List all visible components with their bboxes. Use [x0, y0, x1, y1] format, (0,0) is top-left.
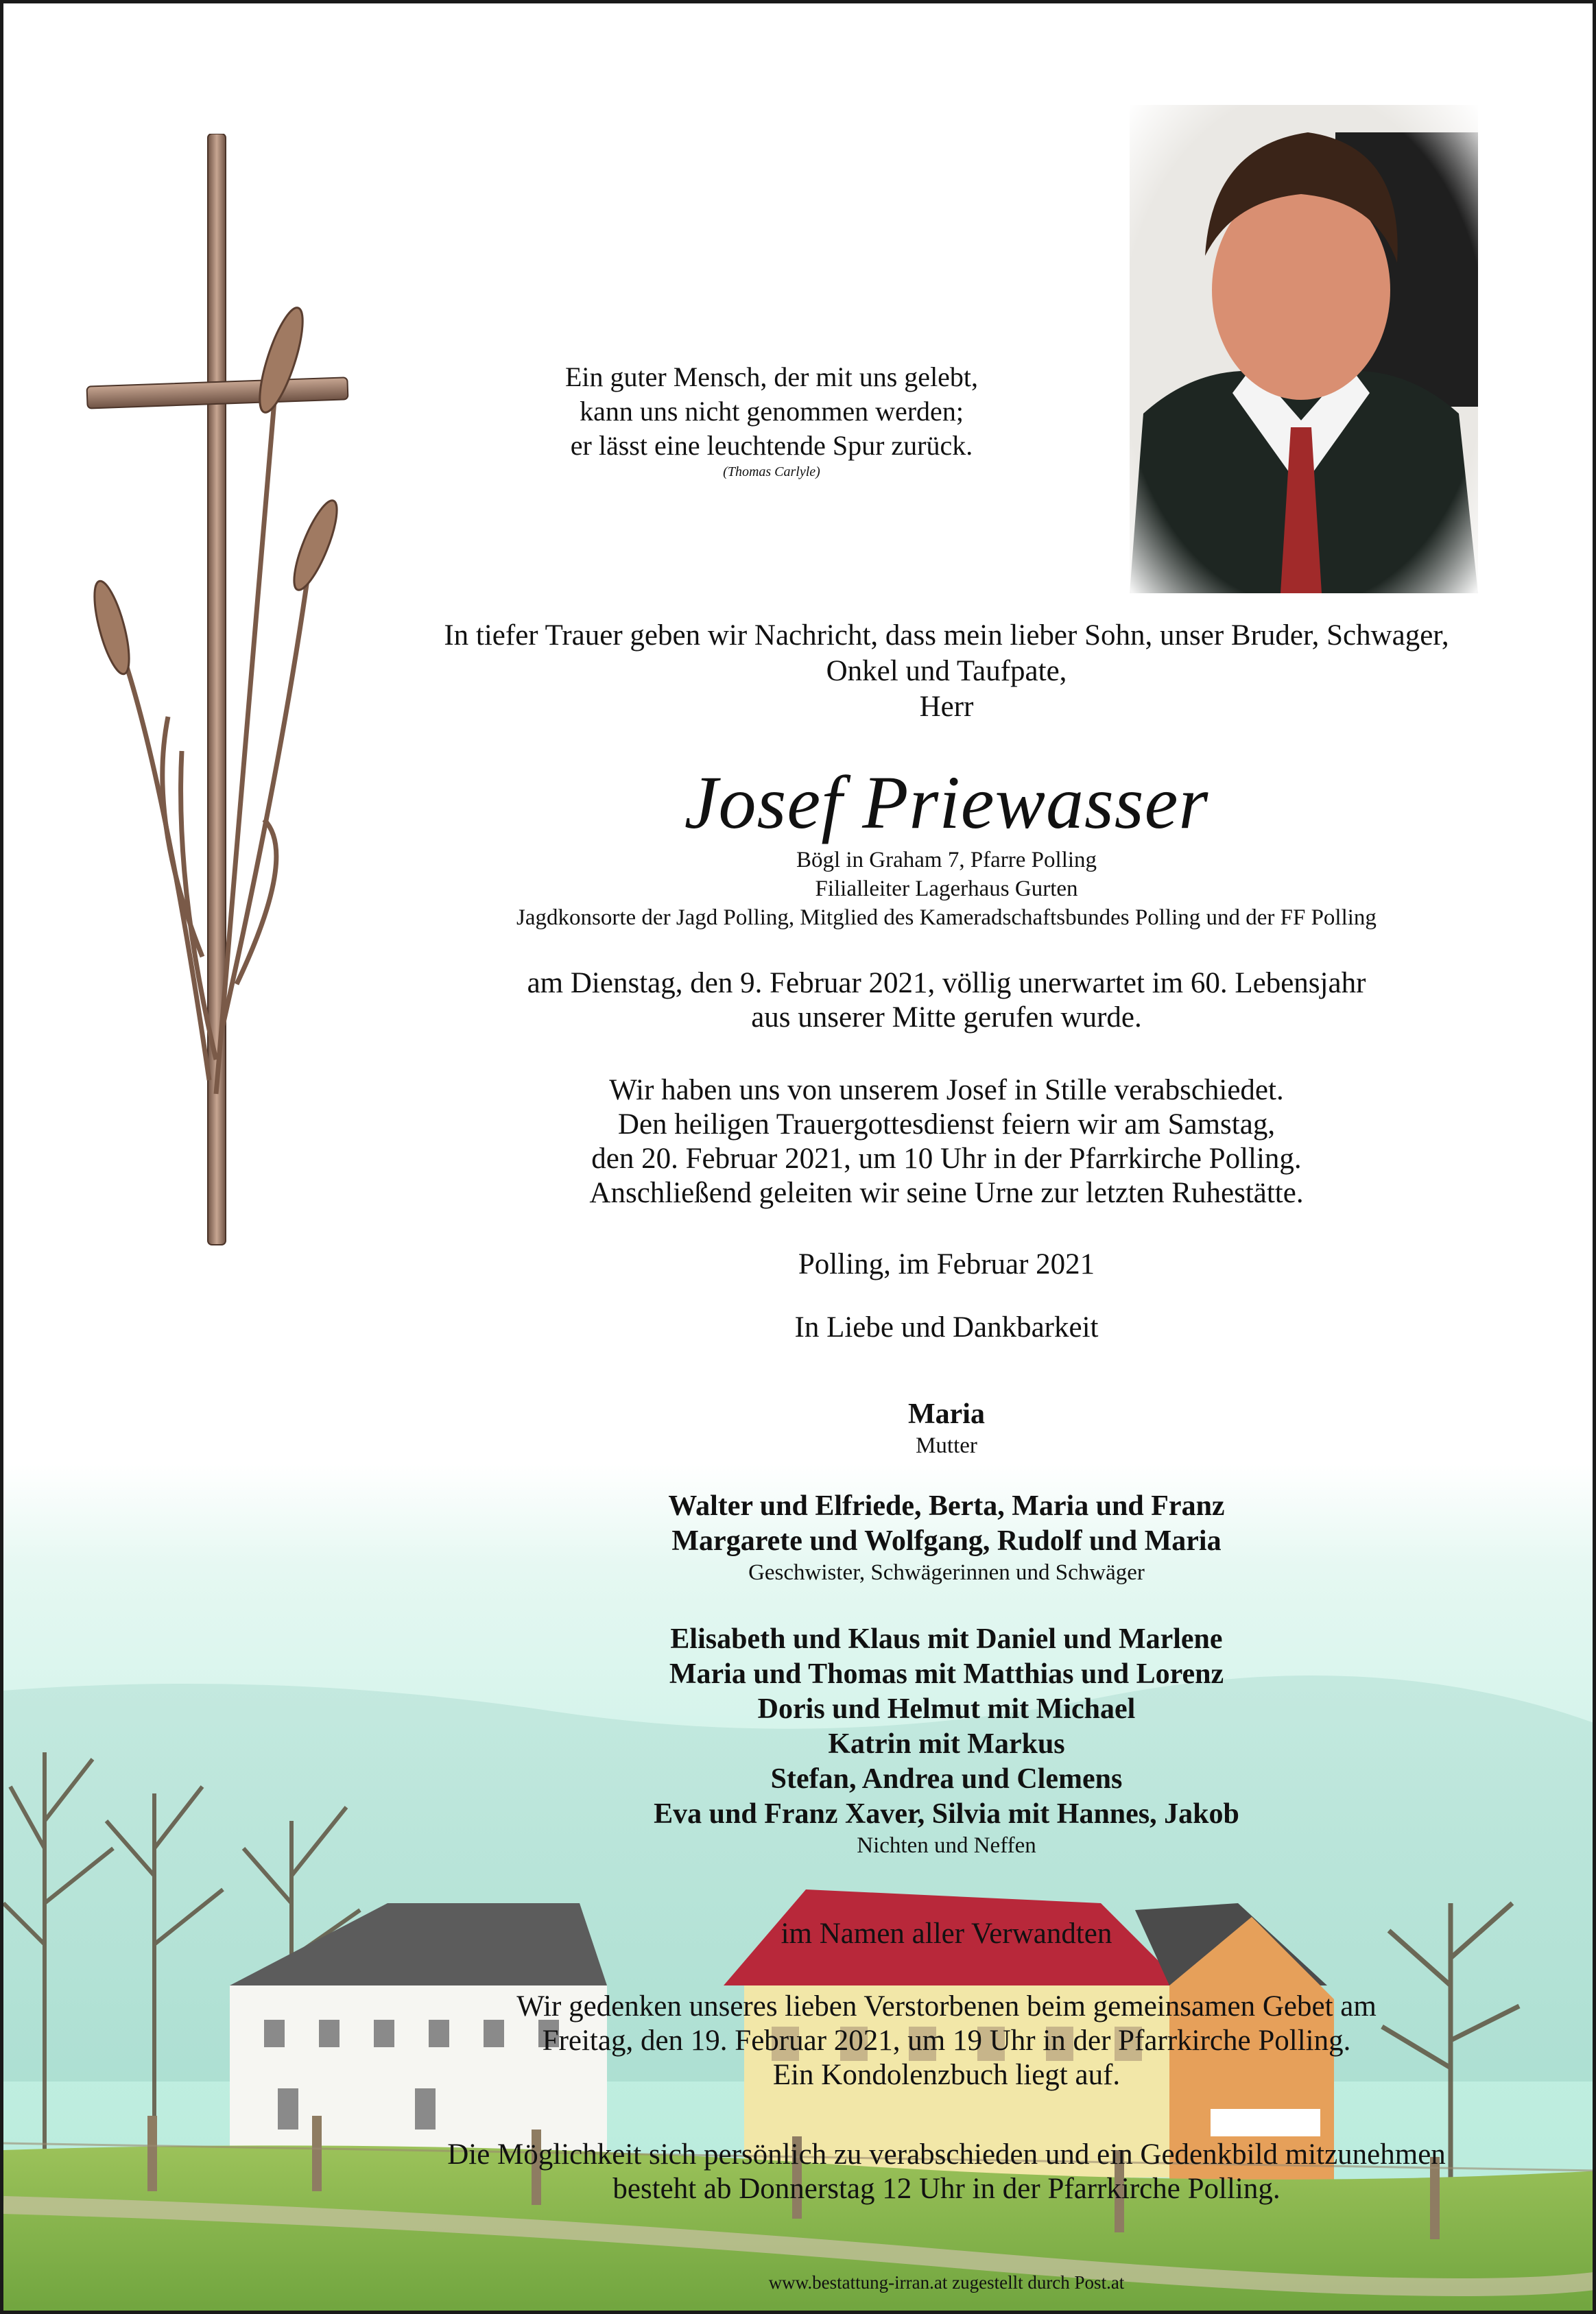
death-notice-line: am Dienstag, den 9. Februar 2021, völlig unerwartet im 60. Lebensjahr [527, 967, 1366, 999]
quote-line: kann uns nicht genommen werden; [580, 396, 964, 427]
nieces-line: Elisabeth und Klaus mit Daniel und Marlene [670, 1623, 1223, 1655]
nieces-line: Doris und Helmut mit Michael [757, 1693, 1136, 1725]
cross-with-wheat-image [79, 134, 367, 1259]
mother-relation: Mutter [916, 1433, 977, 1458]
farewell-info [388, 2138, 1505, 2206]
farewell-line: Die Möglichkeit sich persönlich zu verabschieden und ein Gedenkbild mitzunehmen [447, 2138, 1446, 2171]
prayer-line: Freitag, den 19. Februar 2021, um 19 Uhr in der Pfarrkirche Polling. [542, 2025, 1351, 2057]
intro-line: Onkel und Taufpate, [826, 655, 1067, 687]
footer-credit: www.bestattung-irran.at zugestellt durch Post.at [768, 2272, 1125, 2293]
nieces-line: Eva und Franz Xaver, Silvia mit Hannes, Jakob [654, 1798, 1239, 1830]
service-line: Den heiligen Trauergottesdienst feiern wir am Samstag, [617, 1108, 1276, 1141]
nieces-line: Maria und Thomas mit Matthias und Lorenz [669, 1658, 1224, 1690]
quote-line: er lässt eine leuchtende Spur zurück. [570, 430, 973, 461]
service-line: Anschließend geleiten wir seine Urne zur letzten Ruhestätte. [589, 1177, 1304, 1209]
mother-name: Maria [908, 1398, 985, 1430]
service-line: den 20. Februar 2021, um 10 Uhr in der Pfarrkirche Polling. [591, 1143, 1302, 1175]
farewell-line: besteht ab Donnerstag 12 Uhr in der Pfarrkirche Polling. [612, 2173, 1281, 2205]
service-line: Wir haben uns von unserem Josef in Stille verabschiedet. [609, 1074, 1284, 1106]
siblings-line: Walter und Elfriede, Berta, Maria und Franz [668, 1490, 1225, 1522]
siblings [388, 1489, 1505, 1586]
cross-horizontal [87, 377, 348, 408]
quote-author: (Thomas Carlyle) [723, 464, 820, 479]
info-line: Filialleiter Lagerhaus Gurten [815, 876, 1078, 901]
service-info [388, 1073, 1505, 1210]
mother [388, 1397, 1505, 1459]
place-date: Polling, im Februar 2021 [798, 1248, 1095, 1280]
prayer-line: Ein Kondolenzbuch liegt auf. [772, 2059, 1121, 2091]
prayer-info [388, 1990, 1505, 2092]
siblings-line: Margarete und Wolfgang, Rudolf und Maria [671, 1525, 1222, 1557]
closing-phrase: In Liebe und Dankbarkeit [794, 1311, 1099, 1344]
death-notice-line: aus unserer Mitte gerufen wurde. [751, 1001, 1142, 1034]
death-notice [388, 966, 1505, 1035]
intro-line: In tiefer Trauer geben wir Nachricht, dass mein lieber Sohn, unser Bruder, Schwager, [444, 619, 1449, 652]
nieces-line: Katrin mit Markus [828, 1728, 1065, 1760]
nieces-relation: Nichten und Neffen [857, 1833, 1036, 1858]
siblings-relation: Geschwister, Schwägerinnen und Schwäger [748, 1560, 1145, 1585]
memorial-quote [429, 360, 1115, 481]
info-line: Bögl in Graham 7, Pfarre Polling [796, 848, 1097, 872]
portrait-photo [1130, 105, 1478, 593]
prayer-line: Wir gedenken unseres lieben Verstorbenen beim gemeinsamen Gebet am [516, 1990, 1377, 2023]
announcement-intro [388, 618, 1505, 725]
deceased-name: Josef Priewasser [684, 761, 1209, 844]
nieces-line: Stefan, Andrea und Clemens [770, 1763, 1123, 1795]
quote-line: Ein guter Mensch, der mit uns gelebt, [564, 361, 979, 392]
on-behalf-line: im Namen aller Verwandten [781, 1918, 1112, 1950]
intro-line: Herr [919, 691, 974, 723]
deceased-info [388, 846, 1505, 932]
nieces-nephews [388, 1622, 1505, 1859]
info-line: Jagdkonsorte der Jagd Polling, Mitglied des Kameradschaftsbundes Polling und der FF Polling [516, 905, 1377, 930]
